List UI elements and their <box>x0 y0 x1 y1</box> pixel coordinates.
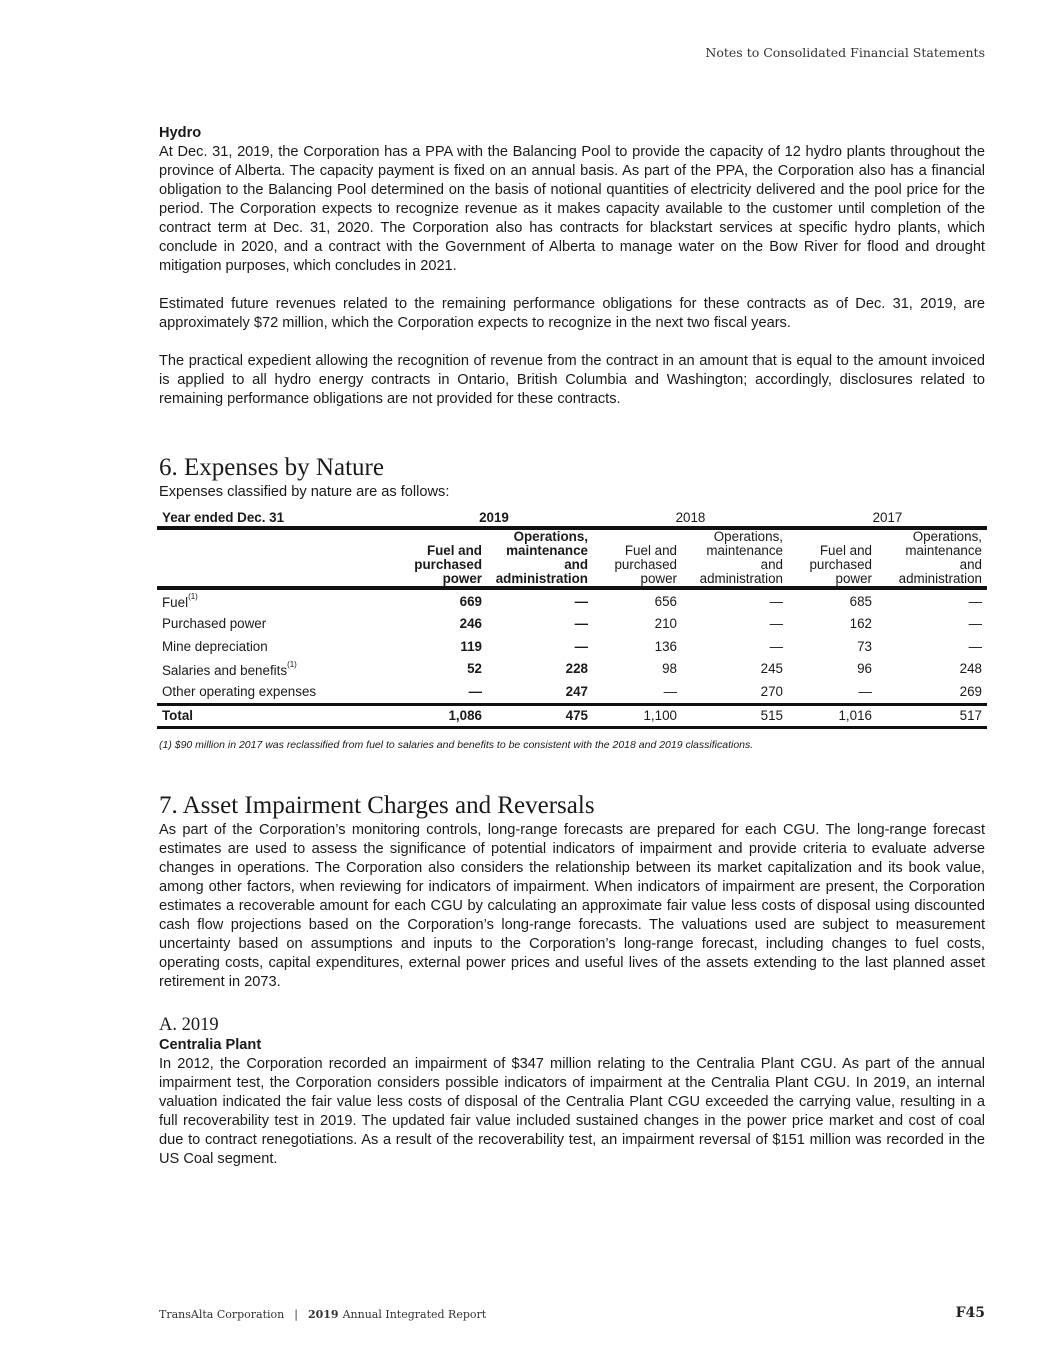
col-fuel-2017: Fuel and purchased power <box>788 528 877 588</box>
hydro-heading: Hydro <box>159 125 202 141</box>
footer-separator: | <box>294 1308 298 1321</box>
col-ops-2017: Operations, maintenance and administration <box>877 528 987 588</box>
hydro-paragraph-2: Estimated future revenues related to the remaining performance obligations for these contracts as of Dec. 31, 2019, are approximately $72 million, which the Corporation expects to recognize in the next two fiscal years. <box>159 296 985 331</box>
year-2018: 2018 <box>593 508 788 528</box>
col-fuel-2018: Fuel and purchased power <box>593 528 682 588</box>
col-ops-2018: Operations, maintenance and administration <box>682 528 788 588</box>
section-6-title: 6. Expenses by Nature <box>159 454 384 481</box>
page-footer <box>159 1308 486 1321</box>
col-ops-2019: Operations, maintenance and administration <box>487 528 593 588</box>
footer-year: 2019 <box>307 1308 339 1321</box>
table-row: Salaries and benefits$^{(1)}$ 52 228 98 245 96 248 <box>162 659 982 678</box>
centralia-paragraph: In 2012, the Corporation recorded an impairment of $347 million relating to the Centralia Plant CGU. As part of the annual impairment test, the Corporation considers possible indicators of impairment at the Centralia Plant CGU. In 2019, an internal valuation indicated the fair value less costs of disposal of the Centralia Plant CGU exceeded the carrying value, resulting in a full recoverability test in 2019. The updated fair value included sustained changes in the power price market and cost of coal due to contract renegotiations. As a result of the recoverability test, an impairment reversal of $151 million was recorded in the US Coal segment. <box>159 1055 985 1167</box>
year-2017: 2017 <box>788 508 987 528</box>
centralia-heading: Centralia Plant <box>159 1036 262 1053</box>
section-7-paragraph: As part of the Corporation’s monitoring controls, long-range forecasts are prepared for each CGU. The long-range forecast estimates are used to assess the significance of potential indicators of impairment and provide criteria to evaluate adverse changes in operations. The Corporation also considers the relationship between its market capitalization and its book value, among other factors, when reviewing for indicators of impairment. When indicators of impairment are present, the Corporation estimates a recoverable amount for each CGU by calculating an approximate fair value less costs of disposal using discounted cash flow projections based on the Corporation’s long-range forecasts. The valuations used are subject to measurement uncertainty based on assumptions and inputs to the Corporation’s long-range forecast, including changes to fuel costs, operating costs, capital expenditures, external power prices and useful lives of the assets extending to the last planned asset retirement in 2073. <box>159 821 985 990</box>
year-2019: 2019 <box>395 508 593 528</box>
hydro-paragraph-1: At Dec. 31, 2019, the Corporation has a PPA with the Balancing Pool to provide the capacity of 12 hydro plants throughout the province of Alberta. The capacity payment is fixed on an annual basis. As part of the PPA, the Corporation also has a financial obligation to the Balancing Pool determined on the basis of notional quantities of electricity delivered and the pool price for the period. The Corporation expects to recognize revenue as it makes capacity available to the customer until completion of the contract term at Dec. 31, 2020. The Corporation also has contracts for blackstart services at specific hydro plants, which conclude in 2020, and a contract with the Government of Alberta to manage water on the Bow River for flood and drought mitigation purposes, which concludes in 2021. <box>159 144 985 274</box>
table-row: Purchased power 246 — 210 — 162 — <box>162 616 982 632</box>
section-7-title: 7. Asset Impairment Charges and Reversals <box>159 791 595 819</box>
table-row: Fuel$^{(1)}$ 669 — 656 — 685 — <box>162 592 982 611</box>
table-column-header <box>157 528 987 588</box>
footer-report-name: Annual Integrated Report <box>342 1308 487 1321</box>
section-6-intro: Expenses classified by nature are as follows: <box>159 484 450 500</box>
table-footnote: (1) $90 million in 2017 was reclassified from fuel to salaries and benefits to be consistent with the 2018 and 2019 classifications. <box>159 738 754 751</box>
footer-company: TransAlta Corporation <box>159 1308 285 1321</box>
expenses-table <box>157 508 987 729</box>
subsection-a-title: A. 2019 <box>159 1014 219 1035</box>
page-number: F45 <box>955 1305 985 1321</box>
table-total-row: Total 1,086 475 1,100 515 1,016 517 <box>157 704 987 727</box>
table-row: Other operating expenses — 247 — 270 — 269 <box>157 680 987 704</box>
table-row: Mine depreciation 119 — 136 — 73 — <box>162 638 982 654</box>
page-content <box>159 124 985 1169</box>
running-header: Notes to Consolidated Financial Statements <box>705 45 985 60</box>
table-year-header <box>157 508 987 528</box>
col-fuel-2019: Fuel and purchased power <box>395 528 487 588</box>
year-ended-label: Year ended Dec. 31 <box>157 508 395 528</box>
hydro-paragraph-3: The practical expedient allowing the recognition of revenue from the contract in an amount that is equal to the amount invoiced is applied to all hydro energy contracts in Ontario, British Columbia and Washington; accordingly, disclosures related to remaining performance obligations are not provided for these contracts. <box>159 353 985 407</box>
